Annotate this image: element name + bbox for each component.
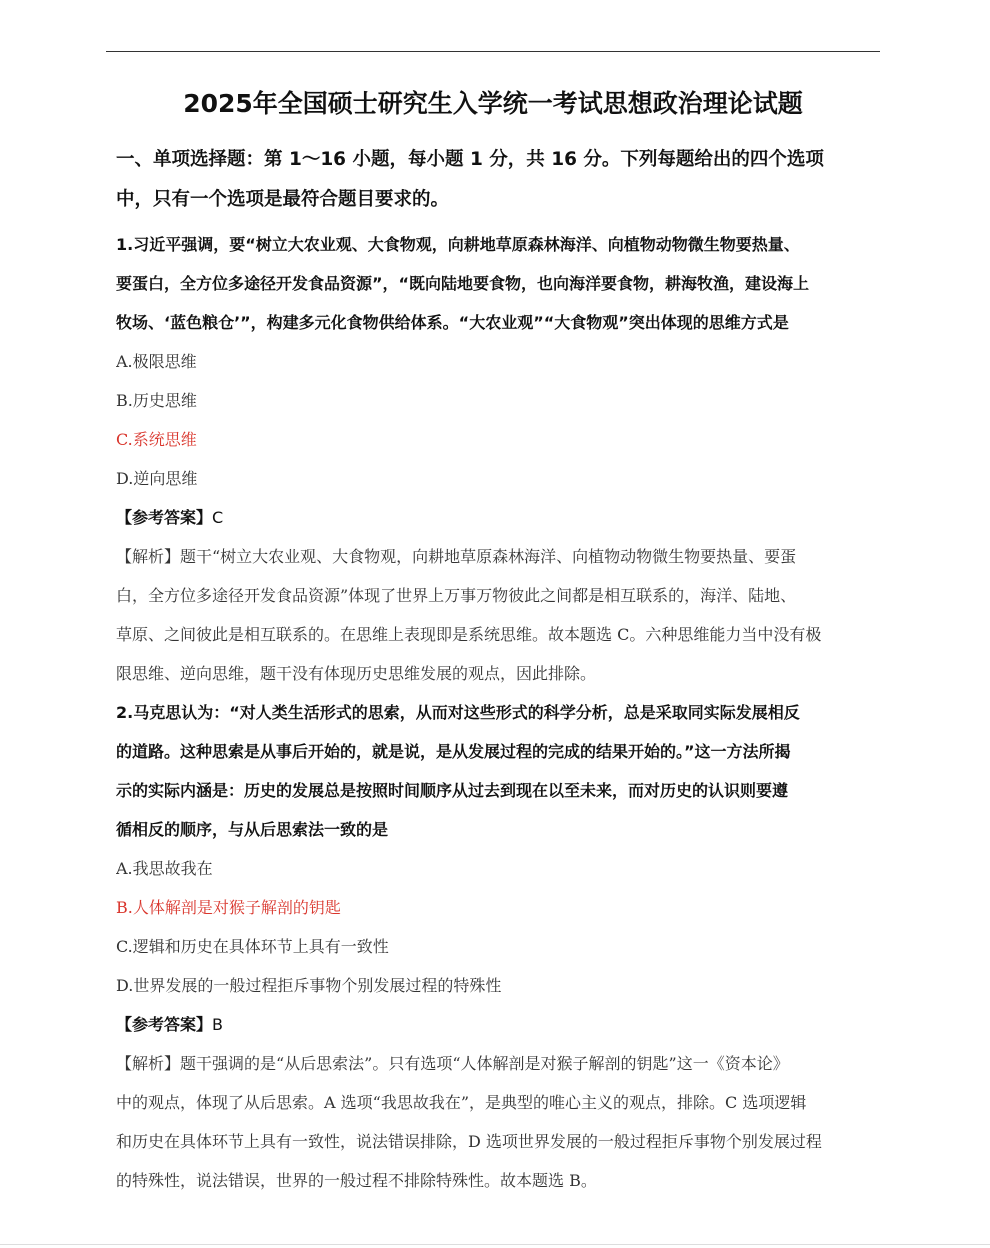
reference-answer <box>116 1005 874 1044</box>
bottom-divider <box>0 1244 990 1245</box>
section-line: 一、单项选择题：第 1～16 小题，每小题 1 分，共 16 分。下列每题给出的四个选项 <box>116 149 824 170</box>
top-divider <box>106 51 880 52</box>
answer-tag: 【参考答案】 <box>116 508 213 527</box>
option-d: D.世界发展的一般过程拒斥事物个别发展过程的特殊性 <box>116 976 502 995</box>
answer-tag: 【参考答案】 <box>116 1015 213 1034</box>
analysis-line: 草原、之间彼此是相互联系的。在思维上表现即是系统思维。故本题选 C。六种思维能力当中没有极 <box>116 625 822 644</box>
analysis-line: 的特殊性，说法错误，世界的一般过程不排除特殊性。故本题选 B。 <box>116 1171 597 1190</box>
section-line: 中，只有一个选项是最符合题目要求的。 <box>116 189 450 210</box>
analysis-line: 【解析】题干“树立大农业观、大食物观，向耕地草原森林海洋、向植物动物微生物要热量、要蛋 <box>116 547 797 566</box>
question-stem-line: 循相反的顺序，与从后思索法一致的是 <box>116 820 389 839</box>
analysis-line: 中的观点，体现了从后思索。A 选项“我思故我在”，是典型的唯心主义的观点，排除。C 选项逻辑 <box>116 1093 807 1112</box>
analysis-line: 【解析】题干强调的是“从后思索法”。只有选项“人体解剖是对猴子解剖的钥匙”这一《资本论》 <box>116 1054 789 1073</box>
question-2 <box>116 693 874 1200</box>
question-stem-line: 要蛋白，全方位多途径开发食品资源”，“既向陆地要食物，也向海洋要食物，耕海牧渔，建设海上 <box>116 274 810 293</box>
answer-value: B <box>212 1015 223 1034</box>
option-a: A.我思故我在 <box>116 859 213 878</box>
answer-value: C <box>212 508 224 527</box>
question-stem-line: 的道路。这种思索是从事后开始的，就是说，是从发展过程的完成的结果开始的。”这一方法所揭 <box>116 742 791 761</box>
option-c-correct: C.系统思维 <box>116 430 197 449</box>
option-c: C.逻辑和历史在具体环节上具有一致性 <box>116 937 389 956</box>
section-instructions <box>116 140 874 220</box>
question-1 <box>116 225 874 693</box>
analysis-line: 和历史在具体环节上具有一致性，说法错误排除，D 选项世界发展的一般过程拒斥事物个别发展过程 <box>116 1132 822 1151</box>
questions-content <box>116 225 874 1200</box>
question-stem-line: 1.习近平强调，要“树立大农业观、大食物观，向耕地草原森林海洋、向植物动物微生物要热量、 <box>116 235 800 254</box>
analysis-line: 白，全方位多途径开发食品资源”体现了世界上万事万物彼此之间都是相互联系的，海洋、陆地、 <box>116 586 797 605</box>
option-d: D.逆向思维 <box>116 469 198 488</box>
question-stem-line: 示的实际内涵是：历史的发展总是按照时间顺序从过去到现在以至未来，而对历史的认识则要遵 <box>116 781 789 800</box>
reference-answer <box>116 498 874 537</box>
option-b: B.历史思维 <box>116 391 197 410</box>
analysis-line: 限思维、逆向思维，题干没有体现历史思维发展的观点，因此排除。 <box>116 664 597 683</box>
exam-title: 2025年全国硕士研究生入学统一考试思想政治理论试题 <box>183 89 803 118</box>
question-stem-line: 2.马克思认为：“对人类生活形式的思索，从而对这些形式的科学分析，总是采取同实际发展相反 <box>116 703 800 722</box>
option-b-correct: B.人体解剖是对猴子解剖的钥匙 <box>116 898 341 917</box>
question-stem-line: 牧场、‘蓝色粮仓’”，构建多元化食物供给体系。“大农业观”“大食物观”突出体现的思维方式是 <box>116 313 789 332</box>
option-a: A.极限思维 <box>116 352 197 371</box>
